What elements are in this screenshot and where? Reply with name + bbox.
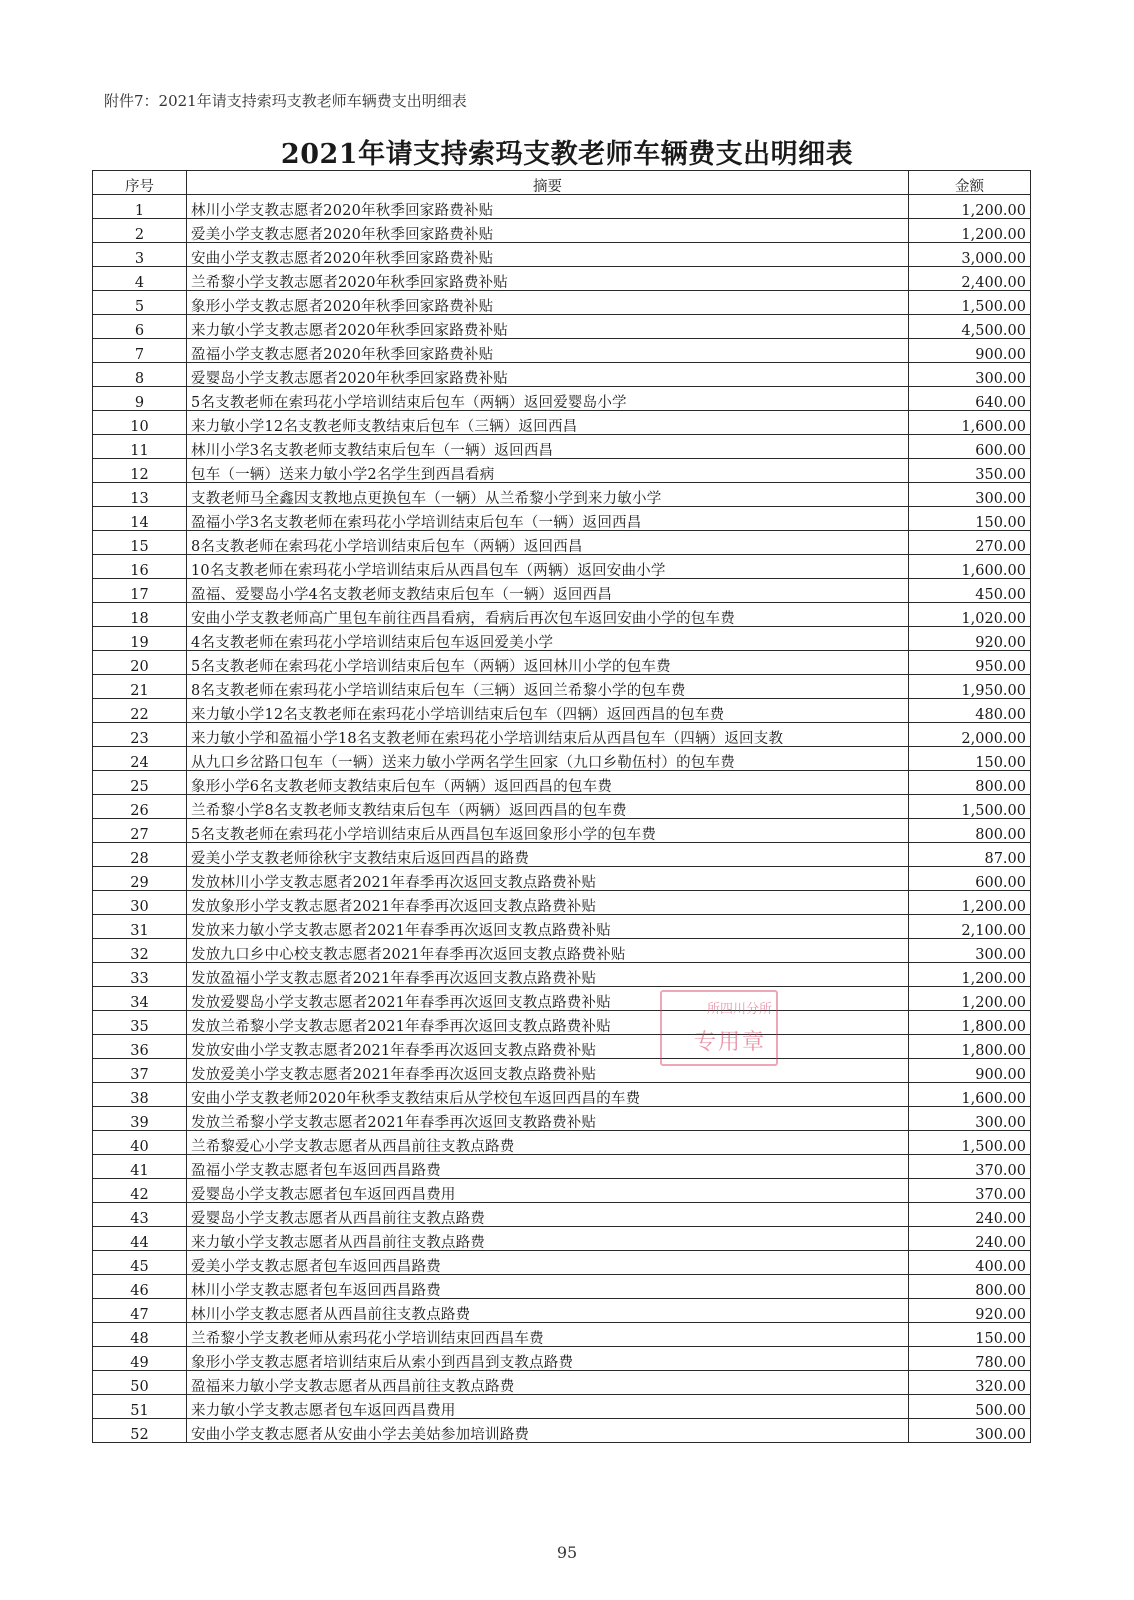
row-description: 林川小学支教志愿者2020年秋季回家路费补贴: [187, 195, 909, 219]
row-amount: 1,200.00: [909, 219, 1031, 243]
row-description: 盈福来力敏小学支教志愿者从西昌前往支教点路费: [187, 1371, 909, 1395]
row-amount: 1,200.00: [909, 195, 1031, 219]
row-description: 盈福小学3名支教老师在索玛花小学培训结束后包车（一辆）返回西昌: [187, 507, 909, 531]
row-description: 5名支教老师在索玛花小学培训结束后从西昌包车返回象形小学的包车费: [187, 819, 909, 843]
row-number: 18: [93, 603, 187, 627]
row-description: 发放来力敏小学支教志愿者2021年春季再次返回支教点路费补贴: [187, 915, 909, 939]
row-description: 兰希黎小学支教老师从索玛花小学培训结束回西昌车费: [187, 1323, 909, 1347]
row-number: 45: [93, 1251, 187, 1275]
table-row: [93, 339, 1031, 363]
row-description: 5名支教老师在索玛花小学培训结束后包车（两辆）返回爱婴岛小学: [187, 387, 909, 411]
row-description: 发放安曲小学支教志愿者2021年春季再次返回支教点路费补贴: [187, 1035, 909, 1059]
table-row: [93, 963, 1031, 987]
row-number: 9: [93, 387, 187, 411]
table-row: [93, 1155, 1031, 1179]
table-row: [93, 435, 1031, 459]
row-number: 5: [93, 291, 187, 315]
table-row: [93, 1299, 1031, 1323]
row-number: 24: [93, 747, 187, 771]
table-row: [93, 531, 1031, 555]
row-number: 19: [93, 627, 187, 651]
table-row: [93, 1371, 1031, 1395]
row-description: 爱婴岛小学支教志愿者包车返回西昌费用: [187, 1179, 909, 1203]
row-amount: 1,200.00: [909, 891, 1031, 915]
row-number: 10: [93, 411, 187, 435]
row-description: 支教老师马全鑫因支教地点更换包车（一辆）从兰希黎小学到来力敏小学: [187, 483, 909, 507]
row-number: 13: [93, 483, 187, 507]
table-row: [93, 699, 1031, 723]
row-number: 16: [93, 555, 187, 579]
table-body: [93, 195, 1031, 1443]
row-number: 46: [93, 1275, 187, 1299]
row-number: 49: [93, 1347, 187, 1371]
row-number: 30: [93, 891, 187, 915]
table-row: [93, 1419, 1031, 1443]
row-description: 来力敏小学支教志愿者2020年秋季回家路费补贴: [187, 315, 909, 339]
row-description: 爱婴岛小学支教志愿者2020年秋季回家路费补贴: [187, 363, 909, 387]
row-number: 44: [93, 1227, 187, 1251]
row-amount: 370.00: [909, 1155, 1031, 1179]
row-amount: 450.00: [909, 579, 1031, 603]
row-amount: 480.00: [909, 699, 1031, 723]
table-row: [93, 1347, 1031, 1371]
row-description: 来力敏小学12名支教老师在索玛花小学培训结束后包车（四辆）返回西昌的包车费: [187, 699, 909, 723]
table-row: [93, 1227, 1031, 1251]
row-description: 发放兰希黎小学支教志愿者2021年春季再次返回支教路费补贴: [187, 1107, 909, 1131]
row-description: 8名支教老师在索玛花小学培训结束后包车（两辆）返回西昌: [187, 531, 909, 555]
row-number: 8: [93, 363, 187, 387]
seal-bottom-text: 专用章: [693, 1030, 766, 1055]
row-description: 爱美小学支教志愿者包车返回西昌路费: [187, 1251, 909, 1275]
row-number: 27: [93, 819, 187, 843]
row-description: 包车（一辆）送来力敏小学2名学生到西昌看病: [187, 459, 909, 483]
table-row: [93, 1251, 1031, 1275]
row-number: 20: [93, 651, 187, 675]
table-row: [93, 1083, 1031, 1107]
table-row: [93, 507, 1031, 531]
row-description: 兰希黎小学8名支教老师支教结束后包车（两辆）返回西昌的包车费: [187, 795, 909, 819]
row-amount: 240.00: [909, 1203, 1031, 1227]
row-number: 43: [93, 1203, 187, 1227]
row-number: 1: [93, 195, 187, 219]
row-amount: 300.00: [909, 483, 1031, 507]
row-description: 发放林川小学支教志愿者2021年春季再次返回支教点路费补贴: [187, 867, 909, 891]
table-row: [93, 411, 1031, 435]
row-description: 安曲小学支教志愿者从安曲小学去美姑参加培训路费: [187, 1419, 909, 1443]
row-number: 15: [93, 531, 187, 555]
row-number: 23: [93, 723, 187, 747]
row-amount: 300.00: [909, 1107, 1031, 1131]
row-number: 34: [93, 987, 187, 1011]
table-row: [93, 1035, 1031, 1059]
row-number: 2: [93, 219, 187, 243]
table-row: [93, 219, 1031, 243]
row-amount: 800.00: [909, 771, 1031, 795]
table-row: [93, 867, 1031, 891]
row-description: 象形小学支教志愿者培训结束后从索小到西昌到支教点路费: [187, 1347, 909, 1371]
table-header-row: [93, 171, 1031, 195]
row-number: 11: [93, 435, 187, 459]
table-row: [93, 1011, 1031, 1035]
column-header-no: 序号: [93, 171, 187, 195]
row-number: 32: [93, 939, 187, 963]
table-row: [93, 675, 1031, 699]
row-description: 来力敏小学支教志愿者包车返回西昌费用: [187, 1395, 909, 1419]
row-amount: 300.00: [909, 939, 1031, 963]
row-description: 5名支教老师在索玛花小学培训结束后包车（两辆）返回林川小学的包车费: [187, 651, 909, 675]
table-row: [93, 723, 1031, 747]
row-description: 盈福、爱婴岛小学4名支教老师支教结束后包车（一辆）返回西昌: [187, 579, 909, 603]
row-description: 发放爱美小学支教志愿者2021年春季再次返回支教点路费补贴: [187, 1059, 909, 1083]
table-row: [93, 627, 1031, 651]
row-number: 35: [93, 1011, 187, 1035]
row-description: 安曲小学支教志愿者2020年秋季回家路费补贴: [187, 243, 909, 267]
row-number: 38: [93, 1083, 187, 1107]
row-number: 14: [93, 507, 187, 531]
row-amount: 640.00: [909, 387, 1031, 411]
table-row: [93, 459, 1031, 483]
row-number: 52: [93, 1419, 187, 1443]
row-amount: 800.00: [909, 1275, 1031, 1299]
row-description: 象形小学支教志愿者2020年秋季回家路费补贴: [187, 291, 909, 315]
row-amount: 1,600.00: [909, 1083, 1031, 1107]
page-number: 95: [556, 1543, 578, 1562]
table-row: [93, 747, 1031, 771]
table-row: [93, 771, 1031, 795]
row-amount: 1,800.00: [909, 1011, 1031, 1035]
table-row: [93, 987, 1031, 1011]
row-number: 48: [93, 1323, 187, 1347]
row-amount: 950.00: [909, 651, 1031, 675]
table-row: [93, 891, 1031, 915]
row-number: 29: [93, 867, 187, 891]
row-number: 12: [93, 459, 187, 483]
table-row: [93, 579, 1031, 603]
table-row: [93, 603, 1031, 627]
row-description: 从九口乡岔路口包车（一辆）送来力敏小学两名学生回家（九口乡勒伍村）的包车费: [187, 747, 909, 771]
row-amount: 780.00: [909, 1347, 1031, 1371]
row-amount: 1,950.00: [909, 675, 1031, 699]
row-amount: 3,000.00: [909, 243, 1031, 267]
row-description: 安曲小学支教老师2020年秋季支教结束后从学校包车返回西昌的车费: [187, 1083, 909, 1107]
row-amount: 270.00: [909, 531, 1031, 555]
row-amount: 1,800.00: [909, 1035, 1031, 1059]
row-number: 47: [93, 1299, 187, 1323]
row-description: 发放盈福小学支教志愿者2021年春季再次返回支教点路费补贴: [187, 963, 909, 987]
row-description: 盈福小学支教志愿者2020年秋季回家路费补贴: [187, 339, 909, 363]
row-amount: 1,600.00: [909, 411, 1031, 435]
row-number: 17: [93, 579, 187, 603]
row-description: 发放爱婴岛小学支教志愿者2021年春季再次返回支教点路费补贴: [187, 987, 909, 1011]
row-amount: 1,200.00: [909, 987, 1031, 1011]
table-row: [93, 915, 1031, 939]
table-row: [93, 483, 1031, 507]
row-amount: 500.00: [909, 1395, 1031, 1419]
row-description: 来力敏小学12名支教老师支教结束后包车（三辆）返回西昌: [187, 411, 909, 435]
row-amount: 4,500.00: [909, 315, 1031, 339]
row-amount: 1,020.00: [909, 603, 1031, 627]
table-row: [93, 1131, 1031, 1155]
row-number: 51: [93, 1395, 187, 1419]
official-seal: [660, 990, 778, 1066]
row-amount: 1,500.00: [909, 1131, 1031, 1155]
table-row: [93, 1059, 1031, 1083]
row-amount: 1,500.00: [909, 291, 1031, 315]
table-row: [93, 555, 1031, 579]
row-description: 象形小学6名支教老师支教结束后包车（两辆）返回西昌的包车费: [187, 771, 909, 795]
row-number: 33: [93, 963, 187, 987]
row-amount: 1,200.00: [909, 963, 1031, 987]
row-amount: 600.00: [909, 867, 1031, 891]
row-number: 31: [93, 915, 187, 939]
row-description: 爱美小学支教志愿者2020年秋季回家路费补贴: [187, 219, 909, 243]
seal-top-text: 所四川分所: [706, 1002, 772, 1017]
row-number: 40: [93, 1131, 187, 1155]
row-amount: 400.00: [909, 1251, 1031, 1275]
table-row: [93, 291, 1031, 315]
row-amount: 920.00: [909, 627, 1031, 651]
row-amount: 800.00: [909, 819, 1031, 843]
row-amount: 240.00: [909, 1227, 1031, 1251]
row-amount: 370.00: [909, 1179, 1031, 1203]
row-description: 林川小学支教志愿者从西昌前往支教点路费: [187, 1299, 909, 1323]
row-number: 22: [93, 699, 187, 723]
table-row: [93, 315, 1031, 339]
row-number: 25: [93, 771, 187, 795]
table-row: [93, 843, 1031, 867]
row-number: 6: [93, 315, 187, 339]
row-description: 来力敏小学和盈福小学18名支教老师在索玛花小学培训结束后从西昌包车（四辆）返回支教: [187, 723, 909, 747]
table-row: [93, 651, 1031, 675]
row-number: 28: [93, 843, 187, 867]
row-description: 8名支教老师在索玛花小学培训结束后包车（三辆）返回兰希黎小学的包车费: [187, 675, 909, 699]
row-amount: 1,600.00: [909, 555, 1031, 579]
table-row: [93, 267, 1031, 291]
table-row: [93, 795, 1031, 819]
row-amount: 2,000.00: [909, 723, 1031, 747]
row-description: 兰希黎小学支教志愿者2020年秋季回家路费补贴: [187, 267, 909, 291]
row-number: 37: [93, 1059, 187, 1083]
row-amount: 87.00: [909, 843, 1031, 867]
table-row: [93, 387, 1031, 411]
row-number: 26: [93, 795, 187, 819]
row-number: 42: [93, 1179, 187, 1203]
table-row: [93, 363, 1031, 387]
table-row: [93, 1107, 1031, 1131]
row-number: 50: [93, 1371, 187, 1395]
row-amount: 920.00: [909, 1299, 1031, 1323]
table-row: [93, 939, 1031, 963]
row-number: 41: [93, 1155, 187, 1179]
attachment-label: 附件7：2021年请支持索玛支教老师车辆费支出明细表: [104, 92, 467, 110]
row-number: 39: [93, 1107, 187, 1131]
row-amount: 300.00: [909, 363, 1031, 387]
row-description: 安曲小学支教老师高广里包车前往西昌看病，看病后再次包车返回安曲小学的包车费: [187, 603, 909, 627]
row-description: 10名支教老师在索玛花小学培训结束后从西昌包车（两辆）返回安曲小学: [187, 555, 909, 579]
table-row: [93, 1203, 1031, 1227]
column-header-amount: 金额: [909, 171, 1031, 195]
table-row: [93, 243, 1031, 267]
row-number: 3: [93, 243, 187, 267]
table-row: [93, 1275, 1031, 1299]
table-row: [93, 195, 1031, 219]
row-amount: 1,500.00: [909, 795, 1031, 819]
row-description: 发放兰希黎小学支教志愿者2021年春季再次返回支教点路费补贴: [187, 1011, 909, 1035]
row-description: 林川小学3名支教老师支教结束后包车（一辆）返回西昌: [187, 435, 909, 459]
row-amount: 150.00: [909, 747, 1031, 771]
row-amount: 2,100.00: [909, 915, 1031, 939]
row-amount: 350.00: [909, 459, 1031, 483]
table-row: [93, 819, 1031, 843]
expense-table: [92, 170, 1031, 1443]
row-amount: 900.00: [909, 339, 1031, 363]
page-title: 2021年请支持索玛支教老师车辆费支出明细表: [280, 139, 854, 170]
row-description: 来力敏小学支教志愿者从西昌前往支教点路费: [187, 1227, 909, 1251]
row-number: 4: [93, 267, 187, 291]
row-amount: 150.00: [909, 1323, 1031, 1347]
row-amount: 300.00: [909, 1419, 1031, 1443]
row-description: 爱婴岛小学支教志愿者从西昌前往支教点路费: [187, 1203, 909, 1227]
row-description: 林川小学支教志愿者包车返回西昌路费: [187, 1275, 909, 1299]
row-description: 爱美小学支教老师徐秋宇支教结束后返回西昌的路费: [187, 843, 909, 867]
column-header-desc: 摘要: [187, 171, 909, 195]
table-row: [93, 1395, 1031, 1419]
row-number: 36: [93, 1035, 187, 1059]
row-number: 21: [93, 675, 187, 699]
row-description: 盈福小学支教志愿者包车返回西昌路费: [187, 1155, 909, 1179]
row-description: 4名支教老师在索玛花小学培训结束后包车返回爱美小学: [187, 627, 909, 651]
row-description: 兰希黎爱心小学支教志愿者从西昌前往支教点路费: [187, 1131, 909, 1155]
row-description: 发放象形小学支教志愿者2021年春季再次返回支教点路费补贴: [187, 891, 909, 915]
row-amount: 900.00: [909, 1059, 1031, 1083]
row-amount: 150.00: [909, 507, 1031, 531]
row-amount: 2,400.00: [909, 267, 1031, 291]
row-amount: 600.00: [909, 435, 1031, 459]
row-amount: 320.00: [909, 1371, 1031, 1395]
row-description: 发放九口乡中心校支教志愿者2021年春季再次返回支教点路费补贴: [187, 939, 909, 963]
row-number: 7: [93, 339, 187, 363]
table-row: [93, 1179, 1031, 1203]
table-row: [93, 1323, 1031, 1347]
